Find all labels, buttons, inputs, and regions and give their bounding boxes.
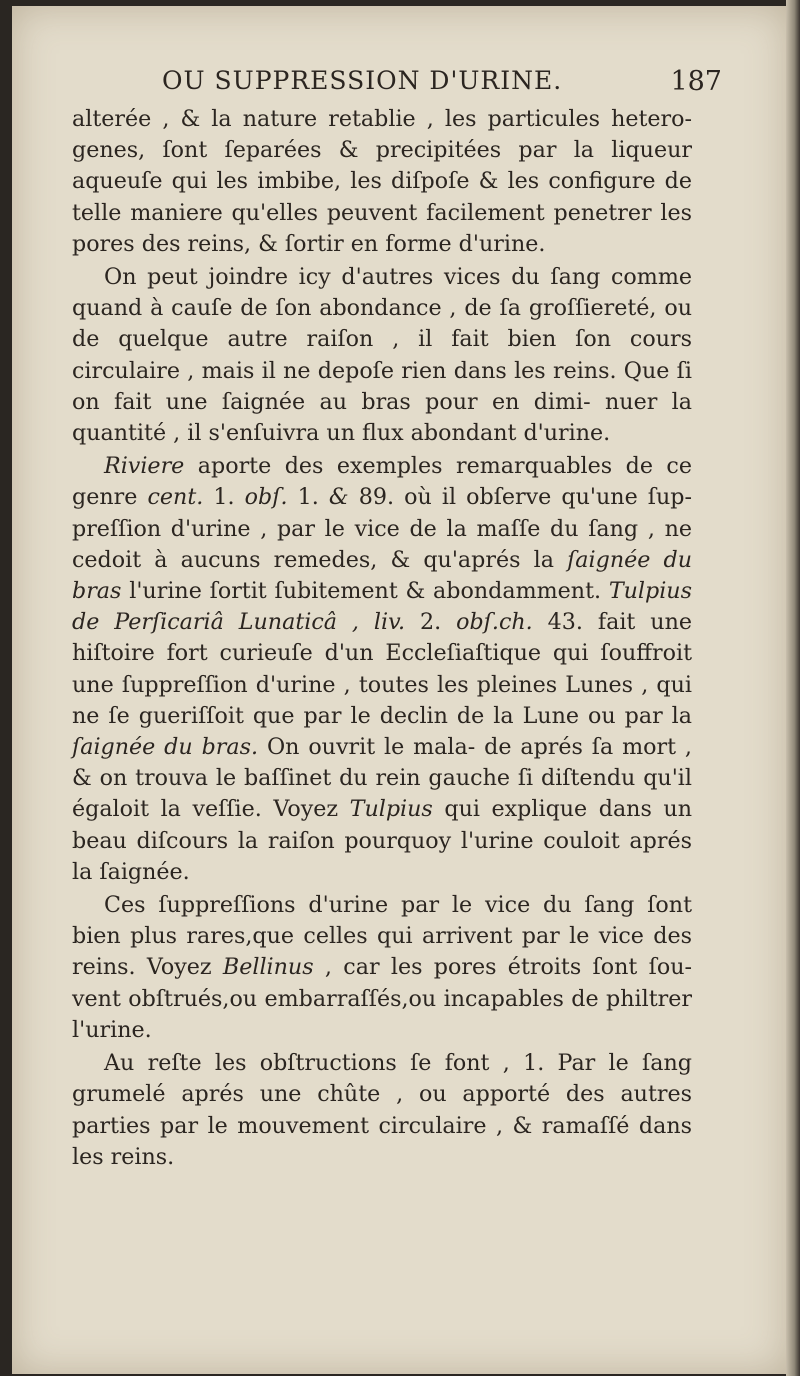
italic-text: &: [328, 484, 349, 511]
text-run: qui explique dans un beau diſcours la raiſon pourquoy l'urine couloit aprés la ſaignée.: [72, 796, 692, 885]
text-run: 2.: [405, 609, 457, 636]
running-title: OU SUPPRESSION D'URINE.: [162, 66, 563, 95]
page-header: [162, 66, 722, 102]
paragraph: [72, 451, 692, 888]
book-page: [12, 6, 788, 1374]
text-run: , car les pores étroits ſont ſou- vent obſtrués,ou embarraſſés,ou incapables de philtrer l'urine.: [72, 954, 692, 1043]
italic-text: Bellinus: [222, 954, 314, 981]
italic-text: Tulpius: [349, 796, 433, 823]
text-run: l'urine ſortit ſubitement & abondamment.: [121, 578, 609, 605]
text-run: Au reſte les obſtructions ſe font , 1. Par le ſang grumelé aprés une chûte , ou apporté des autres parties par le mouvement circulaire , & ramaſſé dans les reins.: [72, 1050, 692, 1170]
page-number: 187: [670, 66, 722, 97]
paragraph: [72, 1048, 692, 1173]
body-text: [72, 104, 692, 1175]
italic-text: cent.: [147, 484, 204, 511]
text-run: On peut joindre icy d'autres vices du ſang comme quand à cauſe de ſon abondance , de ſa groſſiereté, ou de quelque autre raiſon , il fait bien ſon cours circulaire , mais il ne depoſe rien dans les reins. Que ſi on fait une ſaignée au bras pour en dimi- nuer la quantité , il s'enſuivra un flux abondant d'urine.: [72, 264, 692, 447]
text-run: 43. fait une hiſtoire fort curieuſe d'un Eccleſiaſtique qui ſouffroit une ſuppreſſion d'urine , toutes les pleines Lunes , qui ne ſe gueriſſoit que par le declin de la Lune ou par la: [72, 609, 693, 729]
text-run: 89. où il obſerve qu'une ſup- preſſion d'urine , par le vice de la maſſe du ſang , ne cedoit à aucuns remedes, & qu'aprés la: [72, 484, 693, 573]
italic-text: obſ.: [244, 484, 288, 511]
text-run: aporte des exemples remarquables de ce genre: [72, 453, 692, 511]
text-run: alterée , & la nature retablie , les particules hetero- genes, ſont ſeparées & precipitées par la liqueur aqueuſe qui les imbibe, les diſpoſe & les configure de telle maniere qu'elles peuvent facilement penetrer les pores des reins, & ſortir en forme d'urine.: [72, 106, 692, 257]
page-edge: [786, 0, 800, 1376]
paragraph: [72, 890, 692, 1046]
text-run: 1.: [287, 484, 329, 511]
italic-text: Riviere: [104, 453, 185, 480]
italic-text: ſaignée du bras: [72, 546, 692, 605]
italic-text: Tulpius de Perſicariâ Lunaticâ , liv.: [72, 578, 692, 636]
italic-text: obſ.ch.: [456, 609, 533, 636]
text-run: On ouvrit le mala- de aprés ſa mort , & on trouva le baſſinet du rein gauche ſi diſtendu qu'il égaloit la veſſie. Voyez: [72, 734, 692, 823]
italic-text: ſaignée du bras.: [72, 734, 259, 761]
text-run: Ces ſuppreſſions d'urine par le vice du ſang ſont bien plus rares,que celles qui arrivent par le vice des reins. Voyez: [72, 892, 692, 981]
paragraph: [72, 104, 692, 260]
text-run: 1.: [203, 484, 245, 511]
paragraph: [72, 262, 692, 449]
